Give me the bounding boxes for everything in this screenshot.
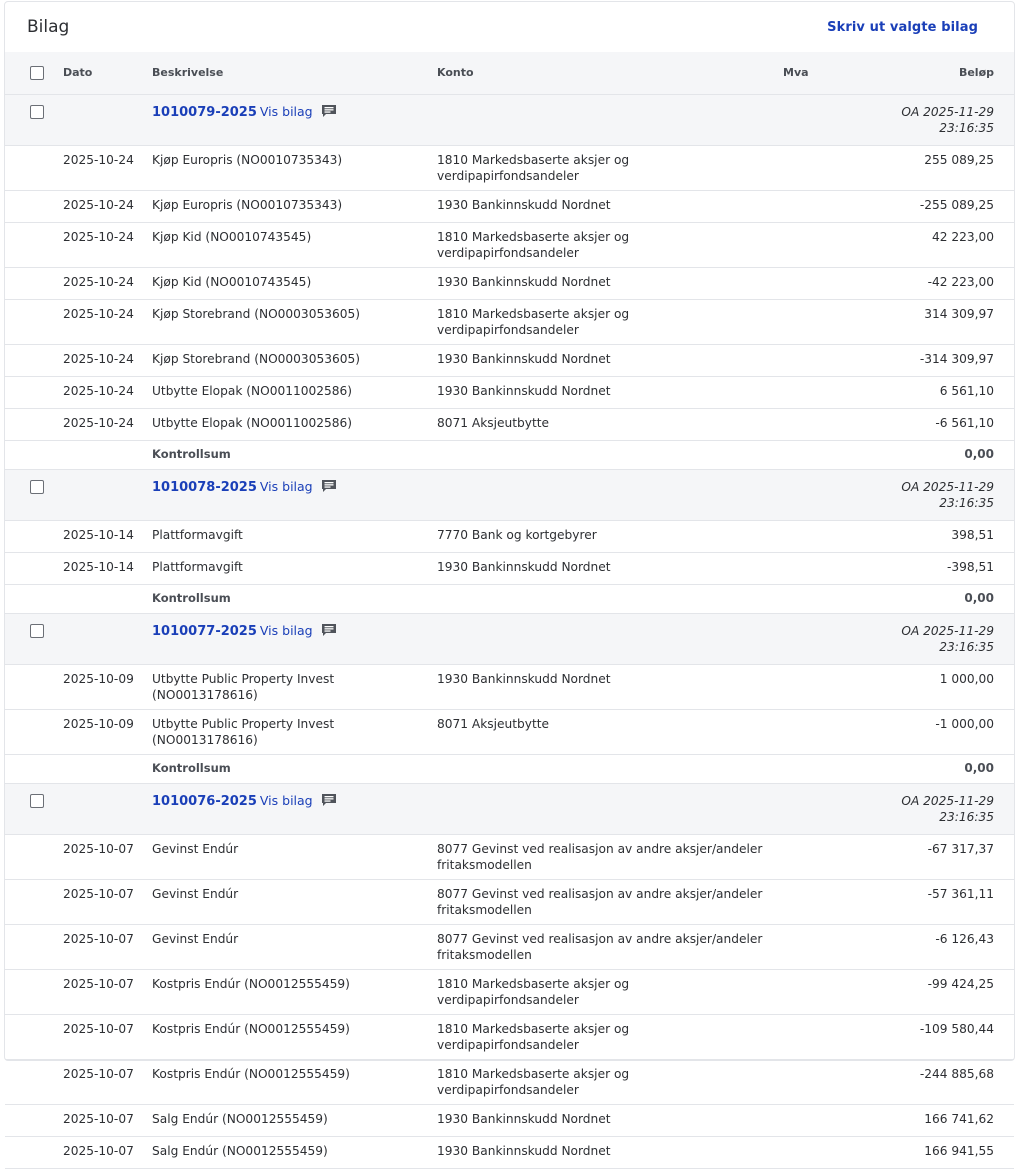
line-date: 2025-10-09 [51, 664, 140, 709]
voucher-title-cell [140, 783, 831, 834]
control-sum-value: 0,00 [831, 440, 1014, 469]
table-row [5, 709, 1014, 754]
control-sum-value: 0,00 [831, 584, 1014, 613]
line-account: 8071 Aksjeutbytte [425, 408, 771, 440]
line-vat [771, 267, 831, 299]
comment-icon[interactable] [321, 623, 337, 637]
table-row [5, 1059, 1014, 1104]
line-description: Plattformavgift [140, 552, 425, 584]
line-blank-cell [5, 924, 51, 969]
line-vat [771, 552, 831, 584]
line-amount: -6 126,43 [831, 924, 1014, 969]
line-account: 1810 Markedsbaserte aksjer og verdipapirfondsandeler [425, 299, 771, 344]
line-description: Kjøp Storebrand (NO0003053605) [140, 344, 425, 376]
line-blank-cell [5, 520, 51, 552]
line-account: 1930 Bankinnskudd Nordnet [425, 376, 771, 408]
comment-icon[interactable] [321, 793, 337, 807]
line-amount: -99 424,25 [831, 969, 1014, 1014]
line-account: 7770 Bank og kortgebyrer [425, 520, 771, 552]
table-row [5, 145, 1014, 190]
line-date: 2025-10-24 [51, 299, 140, 344]
line-account: 1810 Markedsbaserte aksjer og verdipapirfondsandeler [425, 145, 771, 190]
line-account: 1930 Bankinnskudd Nordnet [425, 552, 771, 584]
line-description: Gevinst Endúr [140, 879, 425, 924]
table-row [5, 879, 1014, 924]
line-date: 2025-10-07 [51, 1059, 140, 1104]
line-amount: 166 941,55 [831, 1136, 1014, 1168]
line-blank-cell [5, 552, 51, 584]
line-vat [771, 924, 831, 969]
line-vat [771, 190, 831, 222]
voucher-stamp: OA 2025-11-29 23:16:35 [831, 613, 1014, 664]
line-blank-cell [5, 267, 51, 299]
line-account: 1810 Markedsbaserte aksjer og verdipapirfondsandeler [425, 222, 771, 267]
line-vat [771, 834, 831, 879]
line-account: 8071 Aksjeutbytte [425, 709, 771, 754]
header-checkbox-cell [5, 52, 51, 94]
table-row [5, 1104, 1014, 1136]
comment-icon[interactable] [321, 104, 337, 118]
table-row [5, 520, 1014, 552]
line-description: Kostpris Endúr (NO0012555459) [140, 1014, 425, 1059]
line-blank-cell [5, 834, 51, 879]
line-description: Utbytte Public Property Invest (NO0013178616) [140, 664, 425, 709]
line-vat [771, 408, 831, 440]
line-date: 2025-10-14 [51, 520, 140, 552]
line-amount: 1 000,00 [831, 664, 1014, 709]
select-all-checkbox[interactable] [30, 66, 44, 80]
line-vat [771, 664, 831, 709]
line-date: 2025-10-07 [51, 924, 140, 969]
voucher-date-cell [51, 613, 140, 664]
line-description: Utbytte Public Property Invest (NO0013178616) [140, 709, 425, 754]
line-description: Plattformavgift [140, 520, 425, 552]
line-blank-cell [5, 344, 51, 376]
voucher-title-cell [140, 469, 831, 520]
table-row [5, 664, 1014, 709]
line-amount: -244 885,68 [831, 1059, 1014, 1104]
line-date: 2025-10-09 [51, 709, 140, 754]
table-header-row [5, 52, 1014, 94]
voucher-number-link[interactable]: 1010079-2025 [152, 104, 257, 120]
column-header-description[interactable]: Beskrivelse [140, 52, 425, 94]
line-amount: -109 580,44 [831, 1014, 1014, 1059]
sum-blank-cell [51, 754, 140, 783]
line-date: 2025-10-07 [51, 879, 140, 924]
voucher-checkbox-cell [5, 613, 51, 664]
voucher-checkbox[interactable] [30, 624, 44, 638]
control-sum-row [5, 754, 1014, 783]
line-account: 8077 Gevinst ved realisasjon av andre aksjer/andeler fritaksmodellen [425, 879, 771, 924]
line-amount: -1 000,00 [831, 709, 1014, 754]
view-voucher-link[interactable]: Vis bilag [259, 478, 313, 494]
table-row [5, 552, 1014, 584]
line-blank-cell [5, 299, 51, 344]
table-row [5, 969, 1014, 1014]
line-account: 1930 Bankinnskudd Nordnet [425, 267, 771, 299]
line-date: 2025-10-07 [51, 1104, 140, 1136]
voucher-number-link[interactable]: 1010077-2025 [152, 623, 257, 639]
line-description: Gevinst Endúr [140, 924, 425, 969]
column-header-vat[interactable]: Mva [771, 52, 831, 94]
line-vat [771, 879, 831, 924]
table-row [5, 190, 1014, 222]
voucher-header-row [5, 613, 1014, 664]
line-date: 2025-10-24 [51, 344, 140, 376]
line-description: Kjøp Kid (NO0010743545) [140, 222, 425, 267]
line-blank-cell [5, 376, 51, 408]
table-row [5, 408, 1014, 440]
line-blank-cell [5, 1014, 51, 1059]
voucher-panel [4, 1, 1015, 1158]
line-vat [771, 1059, 831, 1104]
column-header-date[interactable]: Dato [51, 52, 140, 94]
line-vat [771, 344, 831, 376]
page-title: Bilag [27, 17, 70, 37]
line-account: 1930 Bankinnskudd Nordnet [425, 190, 771, 222]
line-description: Kjøp Kid (NO0010743545) [140, 267, 425, 299]
voucher-table [5, 52, 1014, 1169]
line-description: Gevinst Endúr [140, 834, 425, 879]
sum-blank-cell [5, 584, 51, 613]
line-amount: 6 561,10 [831, 376, 1014, 408]
line-date: 2025-10-24 [51, 267, 140, 299]
table-row [5, 299, 1014, 344]
line-vat [771, 969, 831, 1014]
line-vat [771, 1014, 831, 1059]
line-account: 1810 Markedsbaserte aksjer og verdipapirfondsandeler [425, 1014, 771, 1059]
sum-blank-cell [5, 440, 51, 469]
sum-blank-cell [51, 584, 140, 613]
line-account: 1810 Markedsbaserte aksjer og verdipapirfondsandeler [425, 1059, 771, 1104]
line-date: 2025-10-07 [51, 1014, 140, 1059]
control-sum-label: Kontrollsum [140, 754, 831, 783]
table-row [5, 834, 1014, 879]
comment-icon[interactable] [321, 479, 337, 493]
line-description: Utbytte Elopak (NO0011002586) [140, 408, 425, 440]
line-vat [771, 222, 831, 267]
line-account: 1930 Bankinnskudd Nordnet [425, 1104, 771, 1136]
voucher-checkbox-cell [5, 94, 51, 145]
line-vat [771, 1136, 831, 1168]
voucher-number-link[interactable]: 1010078-2025 [152, 479, 257, 495]
column-header-account[interactable]: Konto [425, 52, 771, 94]
control-sum-label: Kontrollsum [140, 440, 831, 469]
line-blank-cell [5, 145, 51, 190]
line-date: 2025-10-07 [51, 969, 140, 1014]
column-header-amount[interactable]: Beløp [831, 52, 1014, 94]
voucher-stamp: OA 2025-11-29 23:16:35 [831, 94, 1014, 145]
sum-blank-cell [5, 754, 51, 783]
line-amount: 314 309,97 [831, 299, 1014, 344]
line-vat [771, 299, 831, 344]
line-blank-cell [5, 190, 51, 222]
voucher-header-row [5, 783, 1014, 834]
line-blank-cell [5, 1136, 51, 1168]
voucher-checkbox-cell [5, 469, 51, 520]
voucher-checkbox[interactable] [30, 480, 44, 494]
voucher-date-cell [51, 94, 140, 145]
line-description: Salg Endúr (NO0012555459) [140, 1104, 425, 1136]
voucher-header-row [5, 94, 1014, 145]
line-amount: 42 223,00 [831, 222, 1014, 267]
line-amount: 255 089,25 [831, 145, 1014, 190]
line-vat [771, 1104, 831, 1136]
line-blank-cell [5, 709, 51, 754]
table-row [5, 222, 1014, 267]
voucher-checkbox-cell [5, 783, 51, 834]
line-date: 2025-10-24 [51, 408, 140, 440]
line-date: 2025-10-07 [51, 834, 140, 879]
line-account: 8077 Gevinst ved realisasjon av andre aksjer/andeler fritaksmodellen [425, 924, 771, 969]
line-amount: -57 361,11 [831, 879, 1014, 924]
table-row [5, 924, 1014, 969]
panel-header [5, 2, 1014, 52]
table-row [5, 376, 1014, 408]
line-account: 8077 Gevinst ved realisasjon av andre aksjer/andeler fritaksmodellen [425, 834, 771, 879]
line-description: Salg Endúr (NO0012555459) [140, 1136, 425, 1168]
line-account: 1810 Markedsbaserte aksjer og verdipapirfondsandeler [425, 969, 771, 1014]
table-row [5, 344, 1014, 376]
line-blank-cell [5, 1104, 51, 1136]
line-date: 2025-10-24 [51, 145, 140, 190]
voucher-date-cell [51, 469, 140, 520]
control-sum-row [5, 584, 1014, 613]
line-description: Kostpris Endúr (NO0012555459) [140, 1059, 425, 1104]
line-date: 2025-10-24 [51, 222, 140, 267]
voucher-title-cell [140, 613, 831, 664]
table-row [5, 267, 1014, 299]
view-voucher-link[interactable]: Vis bilag [259, 622, 313, 638]
line-account: 1930 Bankinnskudd Nordnet [425, 664, 771, 709]
line-vat [771, 520, 831, 552]
voucher-checkbox[interactable] [30, 794, 44, 808]
voucher-header-row [5, 469, 1014, 520]
voucher-date-cell [51, 783, 140, 834]
line-blank-cell [5, 969, 51, 1014]
line-amount: -67 317,37 [831, 834, 1014, 879]
table-row [5, 1014, 1014, 1059]
table-row [5, 1136, 1014, 1168]
table-body [5, 94, 1014, 1168]
sum-blank-cell [51, 440, 140, 469]
line-amount: -6 561,10 [831, 408, 1014, 440]
line-vat [771, 145, 831, 190]
line-description: Kjøp Europris (NO0010735343) [140, 190, 425, 222]
line-blank-cell [5, 664, 51, 709]
control-sum-row [5, 440, 1014, 469]
line-amount: -314 309,97 [831, 344, 1014, 376]
voucher-checkbox[interactable] [30, 105, 44, 119]
voucher-stamp: OA 2025-11-29 23:16:35 [831, 783, 1014, 834]
line-description: Kjøp Europris (NO0010735343) [140, 145, 425, 190]
line-vat [771, 709, 831, 754]
line-date: 2025-10-14 [51, 552, 140, 584]
line-account: 1930 Bankinnskudd Nordnet [425, 344, 771, 376]
voucher-title-cell [140, 94, 831, 145]
line-vat [771, 376, 831, 408]
line-amount: -255 089,25 [831, 190, 1014, 222]
line-description: Utbytte Elopak (NO0011002586) [140, 376, 425, 408]
line-blank-cell [5, 879, 51, 924]
voucher-stamp: OA 2025-11-29 23:16:35 [831, 469, 1014, 520]
view-voucher-link[interactable]: Vis bilag [259, 103, 313, 119]
line-description: Kjøp Storebrand (NO0003053605) [140, 299, 425, 344]
view-voucher-link[interactable]: Vis bilag [259, 792, 313, 808]
line-blank-cell [5, 408, 51, 440]
voucher-number-link[interactable]: 1010076-2025 [152, 793, 257, 809]
line-amount: -42 223,00 [831, 267, 1014, 299]
line-blank-cell [5, 222, 51, 267]
control-sum-value: 0,00 [831, 754, 1014, 783]
line-date: 2025-10-24 [51, 376, 140, 408]
print-selected-button[interactable]: Skriv ut valgte bilag [827, 20, 978, 35]
line-account: 1930 Bankinnskudd Nordnet [425, 1136, 771, 1168]
control-sum-label: Kontrollsum [140, 584, 831, 613]
line-date: 2025-10-07 [51, 1136, 140, 1168]
line-amount: 166 741,62 [831, 1104, 1014, 1136]
line-description: Kostpris Endúr (NO0012555459) [140, 969, 425, 1014]
line-amount: -398,51 [831, 552, 1014, 584]
line-date: 2025-10-24 [51, 190, 140, 222]
line-blank-cell [5, 1059, 51, 1104]
line-amount: 398,51 [831, 520, 1014, 552]
